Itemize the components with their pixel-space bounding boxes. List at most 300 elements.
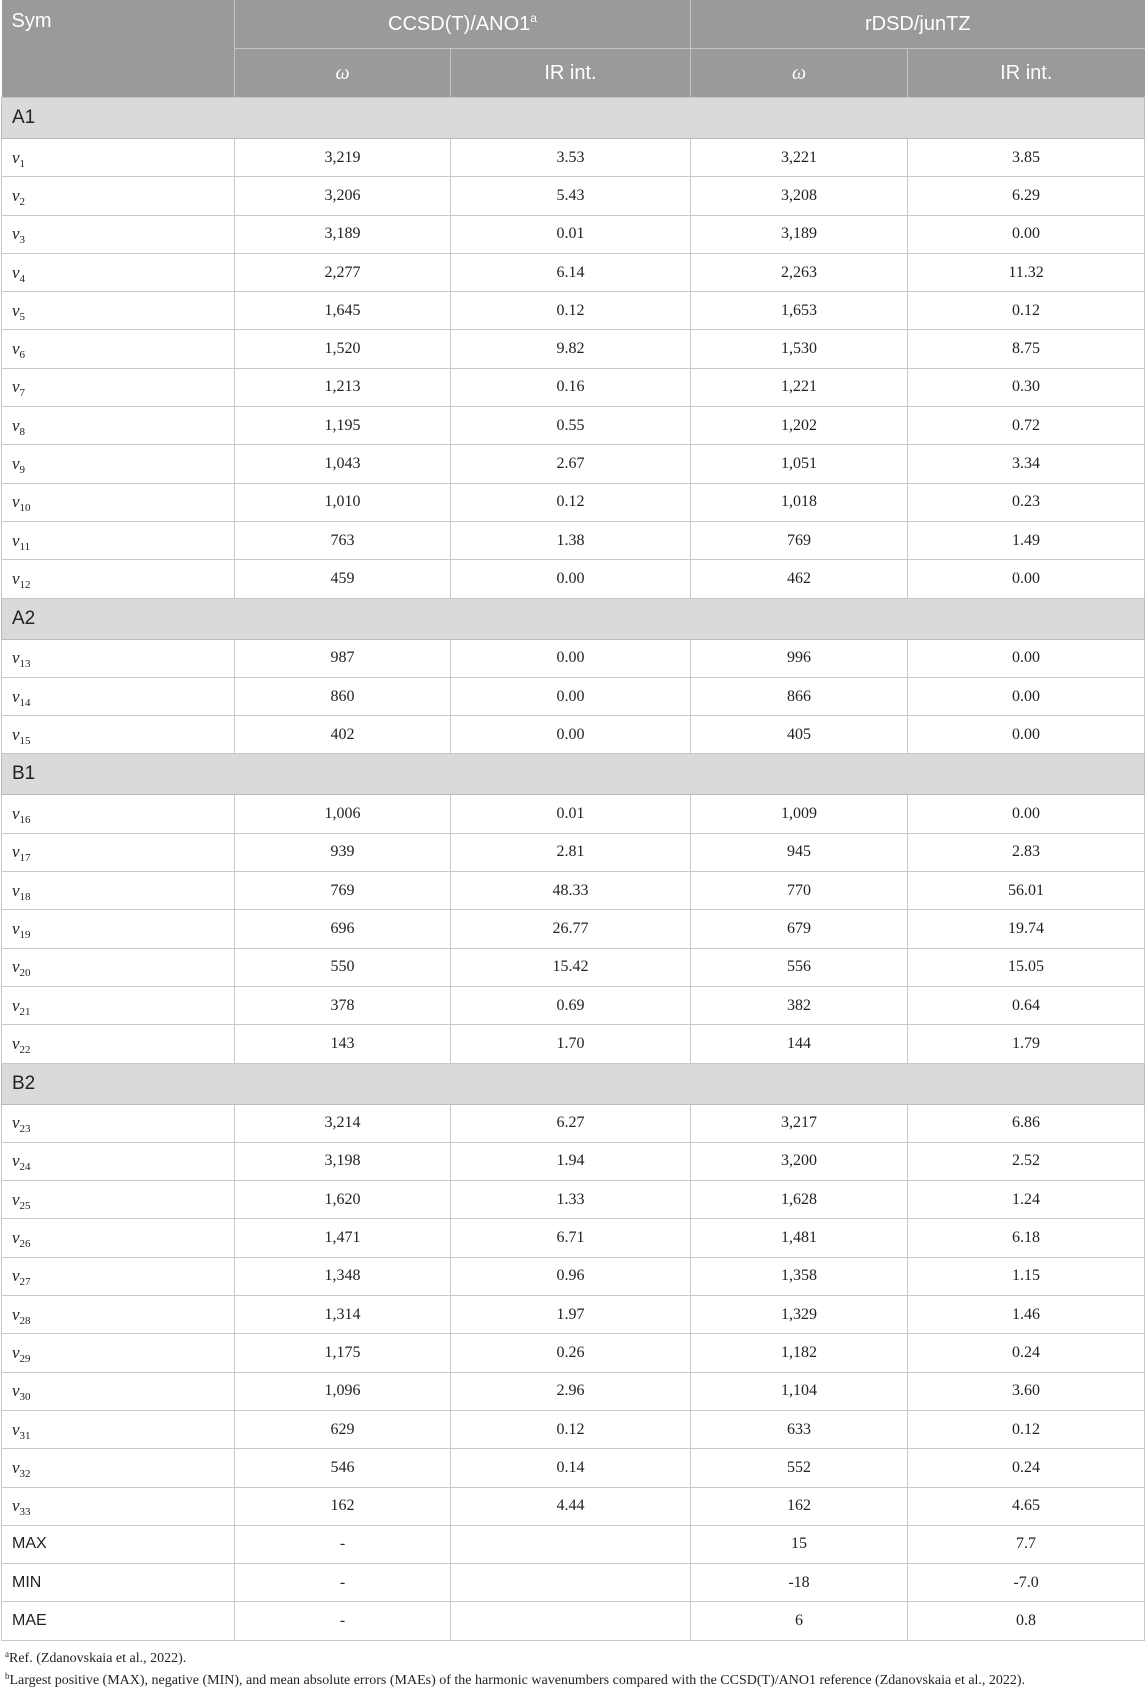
ccsd-ir-cell: 6.14 [451,253,691,291]
rdsd-ir-cell: 56.01 [908,872,1145,910]
ccsd-ir-cell [451,1525,691,1563]
ccsd-ir-cell: 2.67 [451,445,691,483]
table-row [2,1181,1145,1219]
rdsd-omega-cell: 866 [691,677,908,715]
rdsd-omega-cell: 1,530 [691,330,908,368]
mode-label [2,948,235,986]
ccsd-ir-cell: 15.42 [451,948,691,986]
mode-index: 4 [19,272,26,285]
nu-symbol: ν [12,454,20,474]
ccsd-omega-cell: 3,206 [235,177,451,215]
symmetry-group-label: A1 [2,98,1145,139]
ccsd-omega-cell: 1,006 [235,795,451,833]
rdsd-omega-cell: 162 [691,1487,908,1525]
ccsd-omega-cell: 402 [235,716,451,754]
rdsd-omega-cell: 1,104 [691,1372,908,1410]
mode-label [2,872,235,910]
rdsd-omega-cell: 3,208 [691,177,908,215]
table-row [2,795,1145,833]
ccsd-ir-cell: 0.96 [451,1257,691,1295]
rdsd-omega-cell: 770 [691,872,908,910]
table-row [2,910,1145,948]
symmetry-group-label: A2 [2,598,1145,639]
mode-index: 21 [19,1005,31,1018]
table-body [2,98,1145,1641]
ccsd-omega-cell: - [235,1564,451,1602]
mode-label [2,1104,235,1142]
nu-symbol: ν [12,185,20,205]
ccsd-omega-cell: 459 [235,560,451,598]
rdsd-omega-cell: 1,221 [691,368,908,406]
ccsd-omega-cell: 1,471 [235,1219,451,1257]
table-row [2,1410,1145,1448]
mode-index: 1 [19,157,26,170]
nu-symbol: ν [12,648,20,668]
nu-symbol: ν [12,147,20,167]
ccsd-omega-cell: 143 [235,1025,451,1063]
ccsd-omega-cell: 696 [235,910,451,948]
mode-label [2,330,235,368]
table-row [2,1142,1145,1180]
table-row [2,1334,1145,1372]
ccsd-omega-cell: 1,645 [235,292,451,330]
ccsd-ir-cell: 0.69 [451,986,691,1024]
ccsd-omega-cell: 1,096 [235,1372,451,1410]
rdsd-omega-cell: 2,263 [691,253,908,291]
table-row [2,833,1145,871]
nu-symbol: ν [12,880,20,900]
nu-symbol: ν [12,686,20,706]
mode-label [2,1487,235,1525]
nu-symbol: ν [12,1496,20,1516]
rdsd-omega-cell: 1,653 [691,292,908,330]
rdsd-ir-cell: 1.46 [908,1296,1145,1334]
table-row [2,292,1145,330]
rdsd-ir-cell: -7.0 [908,1564,1145,1602]
ccsd-omega-cell: 1,213 [235,368,451,406]
method1-header [235,0,691,49]
mode-label [2,716,235,754]
rdsd-ir-cell: 1.49 [908,521,1145,559]
mode-index: 10 [19,502,31,515]
rdsd-omega-cell: 15 [691,1525,908,1563]
stat-label: MAX [2,1525,235,1563]
nu-symbol: ν [12,300,20,320]
stat-label: MAE [2,1602,235,1640]
table-row [2,1104,1145,1142]
method1-label: CCSD(T)/ANO1 [388,12,531,35]
nu-symbol: ν [12,1457,20,1477]
method2-header: rDSD/junTZ [691,0,1145,49]
rdsd-ir-cell: 0.64 [908,986,1145,1024]
rdsd-ir-cell: 2.83 [908,833,1145,871]
rdsd-ir-cell: 6.86 [908,1104,1145,1142]
ccsd-omega-cell: 3,198 [235,1142,451,1180]
nu-symbol: ν [12,724,20,744]
table-row [2,139,1145,177]
mode-index: 30 [19,1391,31,1404]
rdsd-ir-cell: 1.15 [908,1257,1145,1295]
ccsd-omega-cell: 629 [235,1410,451,1448]
ccsd-ir-cell: 1.33 [451,1181,691,1219]
ccsd-ir-cell: 0.26 [451,1334,691,1372]
rdsd-ir-cell: 2.52 [908,1142,1145,1180]
mode-label [2,1296,235,1334]
symmetry-group-label: B2 [2,1063,1145,1104]
rdsd-ir-cell: 0.00 [908,677,1145,715]
ccsd-ir-cell: 6.27 [451,1104,691,1142]
mode-index: 9 [19,464,26,477]
mode-label [2,1219,235,1257]
rdsd-ir-cell: 0.30 [908,368,1145,406]
group-row [2,598,1145,639]
rdsd-omega-cell: -18 [691,1564,908,1602]
ccsd-ir-cell: 48.33 [451,872,691,910]
footnote-text: Largest positive (MAX), negative (MIN), and mean absolute errors (MAEs) of the harmonic wavenumbers compared with the CCSD(T)/ANO1 reference (Zdanovskaia et al., 2022). [9,1673,1026,1688]
nu-symbol: ν [12,804,20,824]
table-row [2,677,1145,715]
mode-index: 22 [19,1043,31,1056]
ccsd-omega-cell: 1,520 [235,330,451,368]
table-header [2,0,1145,98]
ccsd-omega-cell: 939 [235,833,451,871]
rdsd-omega-cell: 1,358 [691,1257,908,1295]
rdsd-ir-cell: 0.24 [908,1449,1145,1487]
rdsd-ir-cell: 1.79 [908,1025,1145,1063]
mode-index: 31 [19,1429,31,1442]
mode-index: 23 [19,1123,31,1136]
mode-label [2,1257,235,1295]
footnote [5,1648,1140,1670]
rdsd-omega-cell: 3,221 [691,139,908,177]
table-row [2,639,1145,677]
ccsd-ir-cell: 1.97 [451,1296,691,1334]
mode-index: 3 [19,234,26,247]
ccsd-ir-cell: 2.81 [451,833,691,871]
nu-symbol: ν [12,492,20,512]
table-row [2,483,1145,521]
mode-label [2,483,235,521]
mode-label [2,833,235,871]
ccsd-ir-cell: 2.96 [451,1372,691,1410]
ccsd-ir-cell: 1.38 [451,521,691,559]
ccsd-ir-cell: 0.00 [451,677,691,715]
rdsd-ir-cell: 0.12 [908,1410,1145,1448]
mode-label [2,215,235,253]
mode-index: 24 [19,1161,31,1174]
rdsd-ir-cell: 15.05 [908,948,1145,986]
rdsd-ir-cell: 0.00 [908,639,1145,677]
rdsd-omega-cell: 679 [691,910,908,948]
mode-index: 25 [19,1199,31,1212]
nu-symbol: ν [12,1113,20,1133]
ccsd-omega-cell: - [235,1525,451,1563]
rdsd-ir-cell: 1.24 [908,1181,1145,1219]
mode-label [2,253,235,291]
rdsd-ir-cell: 0.00 [908,716,1145,754]
mode-index: 12 [19,578,31,591]
ccsd-ir-cell [451,1564,691,1602]
ccsd-omega-cell: 378 [235,986,451,1024]
ccsd-omega-cell: - [235,1602,451,1640]
rdsd-omega-cell: 1,628 [691,1181,908,1219]
nu-symbol: ν [12,224,20,244]
ccsd-omega-cell: 860 [235,677,451,715]
mode-label [2,1372,235,1410]
mode-label [2,139,235,177]
ccsd-omega-cell: 1,314 [235,1296,451,1334]
table-row [2,330,1145,368]
mode-label [2,1025,235,1063]
ccsd-omega-cell: 1,195 [235,407,451,445]
mode-index: 17 [19,852,31,865]
rdsd-omega-cell: 144 [691,1025,908,1063]
table-row [2,986,1145,1024]
nu-symbol: ν [12,995,20,1015]
stat-row [2,1525,1145,1563]
nu-symbol: ν [12,957,20,977]
footnote-mark: b [5,1671,10,1681]
rdsd-ir-cell: 8.75 [908,330,1145,368]
mode-index: 5 [19,310,26,323]
table-row [2,215,1145,253]
rdsd-omega-cell: 996 [691,639,908,677]
ccsd-omega-cell: 3,219 [235,139,451,177]
ccsd-ir-cell: 0.12 [451,483,691,521]
footnote-mark: a [5,1649,9,1659]
ccsd-ir-cell: 0.55 [451,407,691,445]
ccsd-omega-cell: 1,010 [235,483,451,521]
stat-label: MIN [2,1564,235,1602]
ccsd-ir-cell: 0.16 [451,368,691,406]
table-row [2,1487,1145,1525]
mode-label [2,910,235,948]
mode-index: 13 [19,658,31,671]
mode-label [2,1181,235,1219]
ir-header: IR int. [908,49,1145,98]
group-row [2,98,1145,139]
mode-index: 18 [19,890,31,903]
ccsd-ir-cell: 6.71 [451,1219,691,1257]
rdsd-ir-cell: 6.29 [908,177,1145,215]
ccsd-omega-cell: 2,277 [235,253,451,291]
mode-index: 14 [19,696,31,709]
mode-index: 32 [19,1467,31,1480]
nu-symbol: ν [12,842,20,862]
rdsd-ir-cell: 3.85 [908,139,1145,177]
mode-index: 28 [19,1314,31,1327]
footnote-text: Ref. (Zdanovskaia et al., 2022). [9,1651,187,1666]
rdsd-omega-cell: 1,051 [691,445,908,483]
nu-symbol: ν [12,1266,20,1286]
mode-label [2,986,235,1024]
rdsd-omega-cell: 1,481 [691,1219,908,1257]
rdsd-ir-cell: 11.32 [908,253,1145,291]
ccsd-ir-cell: 0.00 [451,560,691,598]
rdsd-ir-cell: 0.23 [908,483,1145,521]
nu-symbol: ν [12,1304,20,1324]
nu-symbol: ν [12,1189,20,1209]
rdsd-ir-cell: 6.18 [908,1219,1145,1257]
group-row [2,1063,1145,1104]
ccsd-omega-cell: 3,189 [235,215,451,253]
rdsd-omega-cell: 633 [691,1410,908,1448]
ccsd-ir-cell: 0.00 [451,639,691,677]
ccsd-omega-cell: 1,043 [235,445,451,483]
mode-index: 20 [19,967,31,980]
nu-symbol: ν [12,1342,20,1362]
harmonic-frequencies-table [1,0,1145,1641]
rdsd-omega-cell: 3,217 [691,1104,908,1142]
mode-index: 27 [19,1276,31,1289]
mode-index: 33 [19,1506,31,1519]
ccsd-omega-cell: 763 [235,521,451,559]
group-row [2,754,1145,795]
mode-label [2,368,235,406]
rdsd-omega-cell: 6 [691,1602,908,1640]
rdsd-ir-cell: 0.72 [908,407,1145,445]
footnotes [5,1648,1140,1692]
mode-index: 16 [19,814,31,827]
rdsd-omega-cell: 1,018 [691,483,908,521]
mode-index: 11 [19,540,31,553]
mode-index: 26 [19,1238,31,1251]
table-row [2,521,1145,559]
stat-row [2,1564,1145,1602]
stat-row [2,1602,1145,1640]
rdsd-ir-cell: 7.7 [908,1525,1145,1563]
mode-label [2,521,235,559]
table-row [2,1296,1145,1334]
omega-header: ω [691,49,908,98]
mode-label [2,639,235,677]
ir-header: IR int. [451,49,691,98]
mode-index: 2 [19,195,26,208]
mode-label [2,177,235,215]
ccsd-ir-cell: 0.01 [451,215,691,253]
table-row [2,253,1145,291]
ccsd-ir-cell [451,1602,691,1640]
rdsd-ir-cell: 0.24 [908,1334,1145,1372]
ccsd-omega-cell: 987 [235,639,451,677]
table-row [2,368,1145,406]
rdsd-ir-cell: 0.12 [908,292,1145,330]
ccsd-ir-cell: 4.44 [451,1487,691,1525]
rdsd-omega-cell: 405 [691,716,908,754]
nu-symbol: ν [12,262,20,282]
nu-symbol: ν [12,1419,20,1439]
nu-symbol: ν [12,1033,20,1053]
ccsd-omega-cell: 1,620 [235,1181,451,1219]
mode-index: 6 [19,349,26,362]
nu-symbol: ν [12,1151,20,1171]
sym-header: Sym [2,0,235,98]
ccsd-ir-cell: 26.77 [451,910,691,948]
nu-symbol: ν [12,568,20,588]
table-row [2,1025,1145,1063]
ccsd-ir-cell: 1.70 [451,1025,691,1063]
ccsd-ir-cell: 5.43 [451,177,691,215]
rdsd-ir-cell: 0.00 [908,795,1145,833]
rdsd-omega-cell: 1,009 [691,795,908,833]
method1-footnote-mark: a [530,10,537,25]
mode-label [2,795,235,833]
mode-label [2,292,235,330]
mode-label [2,1142,235,1180]
rdsd-omega-cell: 1,329 [691,1296,908,1334]
rdsd-omega-cell: 556 [691,948,908,986]
mode-index: 29 [19,1352,31,1365]
rdsd-omega-cell: 3,189 [691,215,908,253]
table-row [2,1257,1145,1295]
rdsd-omega-cell: 462 [691,560,908,598]
ccsd-omega-cell: 1,348 [235,1257,451,1295]
rdsd-ir-cell: 0.00 [908,560,1145,598]
nu-symbol: ν [12,377,20,397]
rdsd-omega-cell: 3,200 [691,1142,908,1180]
mode-label [2,407,235,445]
rdsd-omega-cell: 1,202 [691,407,908,445]
nu-symbol: ν [12,918,20,938]
ccsd-omega-cell: 550 [235,948,451,986]
rdsd-ir-cell: 19.74 [908,910,1145,948]
table-row [2,1372,1145,1410]
nu-symbol: ν [12,415,20,435]
mode-index: 7 [19,387,26,400]
ccsd-ir-cell: 0.12 [451,292,691,330]
nu-symbol: ν [12,339,20,359]
rdsd-omega-cell: 552 [691,1449,908,1487]
ccsd-ir-cell: 0.12 [451,1410,691,1448]
rdsd-ir-cell: 3.60 [908,1372,1145,1410]
ccsd-omega-cell: 162 [235,1487,451,1525]
ccsd-omega-cell: 546 [235,1449,451,1487]
table-row [2,1219,1145,1257]
mode-label [2,1410,235,1448]
table-row [2,716,1145,754]
table-row [2,560,1145,598]
rdsd-ir-cell: 0.8 [908,1602,1145,1640]
mode-index: 19 [19,928,31,941]
table-row [2,1449,1145,1487]
ccsd-ir-cell: 3.53 [451,139,691,177]
symmetry-group-label: B1 [2,754,1145,795]
mode-label [2,1449,235,1487]
table-row [2,177,1145,215]
mode-index: 15 [19,734,31,747]
ccsd-ir-cell: 0.00 [451,716,691,754]
rdsd-omega-cell: 382 [691,986,908,1024]
ccsd-ir-cell: 1.94 [451,1142,691,1180]
mode-label [2,445,235,483]
ccsd-ir-cell: 0.14 [451,1449,691,1487]
rdsd-ir-cell: 3.34 [908,445,1145,483]
rdsd-omega-cell: 945 [691,833,908,871]
ccsd-ir-cell: 9.82 [451,330,691,368]
omega-header: ω [235,49,451,98]
nu-symbol: ν [12,1381,20,1401]
mode-label [2,560,235,598]
table-row [2,872,1145,910]
mode-index: 8 [19,425,26,438]
mode-label [2,1334,235,1372]
rdsd-ir-cell: 0.00 [908,215,1145,253]
table-row [2,407,1145,445]
ccsd-omega-cell: 1,175 [235,1334,451,1372]
ccsd-omega-cell: 769 [235,872,451,910]
rdsd-ir-cell: 4.65 [908,1487,1145,1525]
nu-symbol: ν [12,1228,20,1248]
